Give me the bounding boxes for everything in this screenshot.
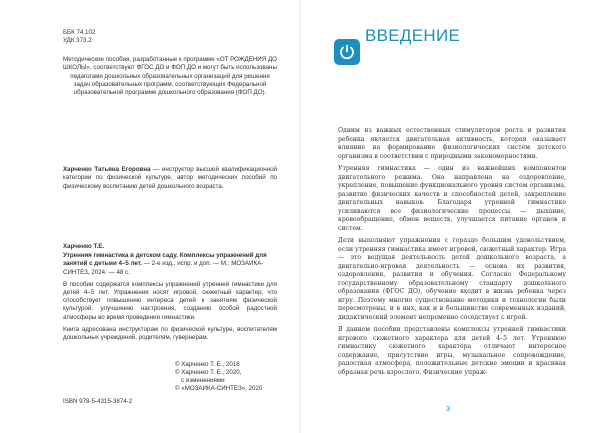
annotation-paragraph: В пособии содержатся комплексы упражнений утренней гимнастики для детей 4–5 лет. Упражнения носят игровой, сюжетный характер, что способствует повышению интереса детей к занятиям физической культурой, улучшению настроения, созданию особой радостной атмосферы во время проведения гимнастики. bbox=[63, 280, 277, 321]
page-number: 3 bbox=[446, 404, 451, 413]
methodic-note: Методические пособия, разработанные к программе «ОТ РОЖДЕНИЯ ДО ШКОЛЫ», соответствуют ФГОС ДО и ФОП ДО и могут быть использованы педагогами дошкольных образовательных организаций для решения задач образовательных программ, соответствующих Федеральной образовательной программе дошкольного образования (ФОП ДО). bbox=[63, 56, 277, 97]
copyright-line: © «МОЗАИКА-СИНТЕЗ», 2020 bbox=[175, 385, 263, 393]
bib-author: Харченко Т.Е. bbox=[63, 243, 105, 250]
chapter-heading: ВВЕДЕНИЕ bbox=[365, 26, 461, 45]
bib-title: Утренняя гимнастика в детском саду. Комплексы упражнений для занятий с детьми 4–5 лет. bbox=[63, 252, 267, 268]
annotation-paragraph: Книга адресована инструкторам по физической культуре, воспитателям дошкольных учреждений, родителям, гувернерам. bbox=[63, 325, 277, 342]
isbn: ISBN 978-5-4315-3874-2 bbox=[63, 398, 133, 405]
right-page bbox=[301, 0, 600, 433]
body-paragraph: Дети выполняют упражнения с гораздо большим удовольствием, если утренняя гимнастика имеет игровой, сюжетный характер. Игра — это ведущая деятельность детей дошкольного возраста, а двигательно-игровая деятельность — основа их развития, оздоровления, развития и обучения. Согласно Федеральному государственному образовательному стандарту дошкольного образования (ФГОС ДО), обучение входит в жизнь ребенка через игру. Поэтому многие существование методики и технологии были пересмотрены, и в них, как и в большинстве современных изданий, дидактический элемент непременно соседствует с игрой. bbox=[338, 237, 566, 321]
body-text bbox=[338, 127, 566, 381]
udk-code: УДК 373.2 bbox=[63, 37, 92, 44]
bibliographic-record bbox=[63, 243, 277, 342]
copyright-line: с изменениями bbox=[181, 377, 225, 385]
copyright-line: © Харченко Т. Е., 2020, bbox=[175, 369, 242, 377]
power-icon bbox=[334, 39, 360, 65]
classification-codes bbox=[63, 29, 95, 45]
body-paragraph: Утренняя гимнастика — один из важнейших компонентов двигательного режима. Она направлена на оздоровление, укрепление, повышение функционального уровня систем организма, развитие физических качеств и способностей детей, закрепление двигательных навыков. Благодаря утренней гимнастике усиливаются все физиологические процессы — дыхание, кровообращение, обмен веществ, улучшается питание органов и систем. bbox=[338, 165, 566, 232]
left-page bbox=[0, 0, 299, 433]
body-paragraph: В данном пособии представлены комплексы утренней гимнастики игрового сюжетного характера для детей 4–5 лет. Утреннюю гимнастику сюжетного характера отличают интересное содержание, присутствие игры, музыкальное сопровождение, радостная атмосфера, положительные детские эмоции и красивая образная речь взрослого. Физические упраж- bbox=[338, 326, 566, 376]
bbk-code: ББК 74.102 bbox=[63, 29, 96, 36]
copyright-line: © Харченко Т. Е., 2016 bbox=[175, 361, 240, 368]
author-name: Харченко Татьяна Егоровна bbox=[63, 166, 151, 173]
author-info bbox=[63, 166, 277, 191]
author-description: — инструктор высшей квалификационной категории по физической культуре, автор методических пособий по физическому воспитанию детей дошкольного возраста. bbox=[63, 166, 277, 190]
bib-edition: — 2-е изд., испр. и доп. — М.: МОЗАИКА-СИНТЕЗ, 2024. — 48 с. bbox=[63, 260, 264, 276]
copyright-block bbox=[175, 361, 262, 393]
body-paragraph: Одним из важных естественных стимуляторов роста и развития ребенка является двигательная активность, которая оказывает влияние на формирование физиологических систем детского организма в соответствии с природными закономерностями. bbox=[338, 127, 566, 160]
